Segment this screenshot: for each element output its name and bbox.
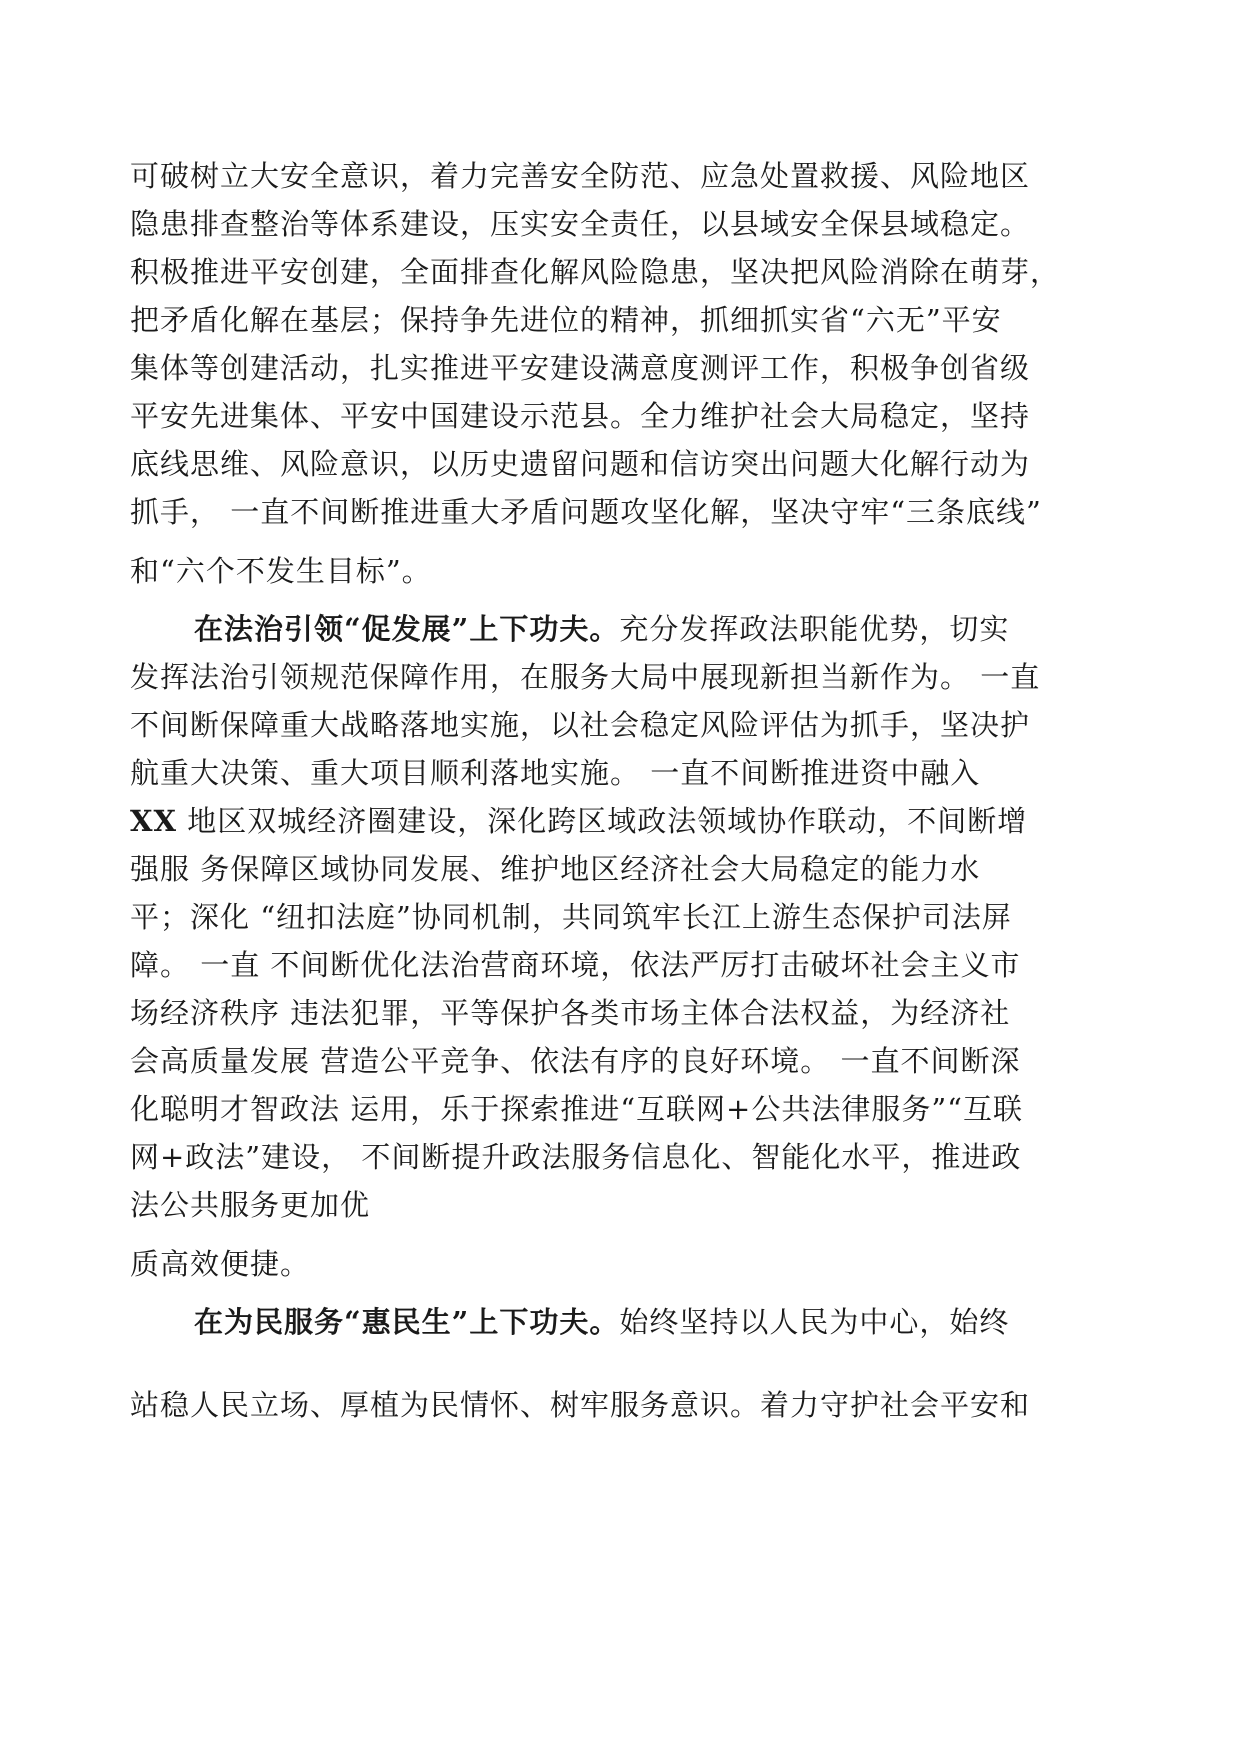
- paragraph-line: 抓手， 一直不间断推进重大矛盾问题攻坚化解，坚决守牢“三条底线”: [130, 495, 1042, 529]
- section-heading-serve-people: 在为民服务“惠民生”上下功夫。: [194, 1305, 620, 1339]
- paragraph-line: 障。 一直 不间断优化法治营商环境，依法严厉打击破坏社会主义市: [130, 948, 1021, 982]
- section-heading-rule-of-law: 在法治引领“促发展”上下功夫。: [194, 612, 620, 646]
- paragraph-line: 质高效便捷。: [130, 1247, 311, 1281]
- paragraph-line: 法公共服务更加优: [130, 1188, 371, 1222]
- paragraph-line: 和“六个不发生目标”。: [130, 554, 432, 588]
- paragraph-text: 地区双城经济圈建设，深化跨区域政法领域协作联动，不间断增: [187, 804, 1028, 838]
- paragraph-line: 可破树立大安全意识，着力完善安全防范、应急处置救援、风险地区: [130, 159, 1031, 193]
- paragraph-text: 始终坚持以人民为中心，始终: [619, 1305, 1010, 1339]
- section-paragraph-start: [194, 611, 1120, 647]
- paragraph-line: 强服 务保障区域协同发展、维护地区经济社会大局稳定的能力水: [130, 852, 981, 886]
- paragraph-line: 平安先进集体、平安中国建设示范县。全力维护社会大局稳定，坚持: [130, 399, 1031, 433]
- paragraph-line: 网+政法”建设， 不间断提升政法服务信息化、智能化水平，推进政: [130, 1140, 1022, 1174]
- paragraph-line: 积极推进平安创建，全面排查化解风险隐患，坚决把风险消除在萌芽，: [130, 255, 1061, 289]
- paragraph-line: [130, 803, 1120, 839]
- paragraph-line: 隐患排查整治等体系建设，压实安全责任，以县域安全保县域稳定。: [130, 207, 1031, 241]
- paragraph-line: 底线思维、风险意识，以历史遗留问题和信访突出问题大化解行动为: [130, 447, 1031, 481]
- paragraph-line: 发挥法治引领规范保障作用，在服务大局中展现新担当新作为。 一直: [130, 660, 1041, 694]
- paragraph-line: 把矛盾化解在基层；保持争先进位的精神，抓细抓实省“六无”平安: [130, 303, 1002, 337]
- paragraph-line: 集体等创建活动，扎实推进平安建设满意度测评工作，积极争创省级: [130, 351, 1031, 385]
- region-placeholder: XX: [130, 804, 178, 838]
- paragraph-line: 会高质量发展 营造公平竞争、依法有序的良好环境。 一直不间断深: [130, 1044, 1021, 1078]
- paragraph-line: 化聪明才智政法 运用，乐于探索推进“互联网+公共法律服务”“互联: [130, 1092, 1023, 1126]
- paragraph-line: 不间断保障重大战略落地实施，以社会稳定风险评估为抓手，坚决护: [130, 708, 1031, 742]
- paragraph-line: 场经济秩序 违法犯罪，平等保护各类市场主体合法权益，为经济社: [130, 996, 1011, 1030]
- section-paragraph-start: [194, 1304, 1120, 1340]
- paragraph-text: 充分发挥政法职能优势，切实: [619, 612, 1010, 646]
- paragraph-line: 航重大决策、重大项目顺利落地实施。 一直不间断推进资中融入: [130, 756, 981, 790]
- paragraph-line: 平；深化 “纽扣法庭”协同机制，共同筑牢长江上游生态保护司法屏: [130, 900, 1012, 934]
- paragraph-line: 站稳人民立场、厚植为民情怀、树牢服务意识。着力守护社会平安和: [130, 1388, 1031, 1422]
